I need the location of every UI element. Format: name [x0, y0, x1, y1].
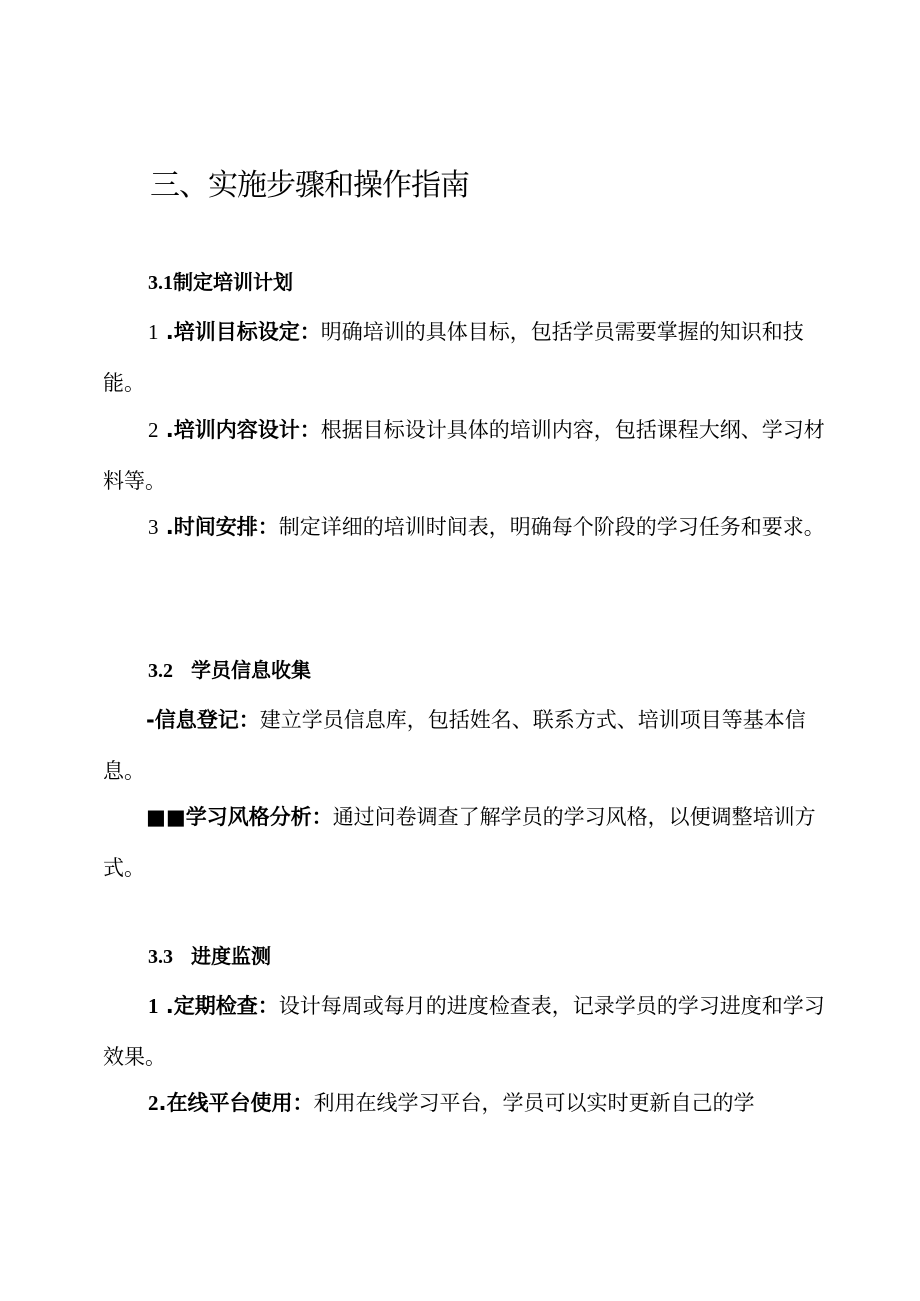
item-marker: 2	[148, 418, 159, 442]
section-heading-3-2	[148, 655, 311, 686]
item-lead: .在线平台使用：	[158, 1091, 314, 1115]
item-lead: .时间安排：	[158, 515, 279, 539]
item-lead: .定期检查：	[158, 994, 279, 1018]
item-marker: 1	[148, 320, 159, 344]
item-body: 建立学员信息库，包括姓名、联系方式、培训项目等基本信息。	[103, 708, 806, 783]
item-marker: 2	[148, 1091, 159, 1115]
section-heading-3-1	[148, 267, 293, 298]
section-number: 3.3	[148, 946, 173, 968]
list-item	[103, 1078, 843, 1129]
item-body: 通过问卷调查了解学员的学习风格，以便调整培训方式。	[103, 805, 816, 880]
chapter-title: 三、实施步骤和操作指南	[150, 168, 469, 203]
item-lead: 信息登记：	[154, 708, 260, 732]
item-body: 利用在线学习平台，学员可以实时更新自己的学	[313, 1091, 755, 1115]
section-heading-3-3	[148, 941, 271, 972]
list-item	[103, 981, 843, 1083]
item-marker: 3	[148, 515, 159, 539]
item-body: 设计每周或每月的进度检查表，记录学员的学习进度和学习效果。	[103, 994, 825, 1069]
list-item	[103, 405, 843, 507]
item-marker: 1	[148, 994, 159, 1018]
section-title: 学员信息收集	[191, 658, 311, 682]
item-lead: 学习风格分析：	[185, 805, 333, 829]
section-title: 制定培训计划	[173, 270, 293, 294]
list-item	[103, 502, 843, 553]
section-number: 3.1	[148, 272, 173, 294]
list-item	[103, 695, 843, 797]
item-marker: ■■	[146, 805, 186, 829]
section-number: 3.2	[148, 660, 173, 682]
item-lead: .培训内容设计：	[158, 418, 321, 442]
item-body: 根据目标设计具体的培训内容，包括课程大纲、学习材料等。	[103, 418, 825, 493]
list-item	[103, 792, 843, 894]
section-title: 进度监测	[191, 944, 271, 968]
item-body: 制定详细的培训时间表，明确每个阶段的学习任务和要求。	[278, 515, 825, 539]
list-item	[103, 307, 843, 409]
item-lead: .培训目标设定：	[158, 320, 321, 344]
item-marker: -	[146, 708, 155, 732]
item-body: 明确培训的具体目标，包括学员需要掌握的知识和技能。	[103, 320, 804, 395]
